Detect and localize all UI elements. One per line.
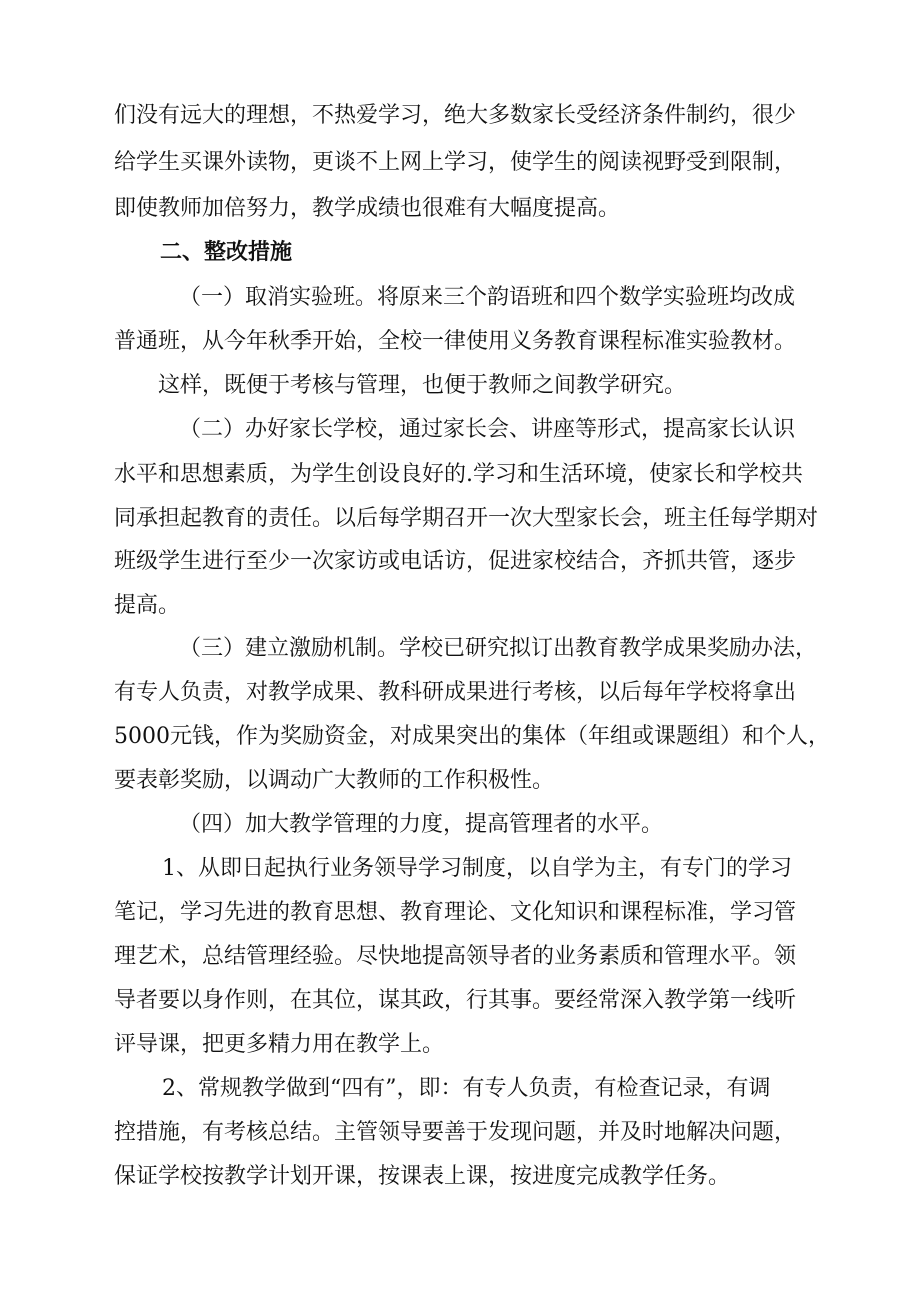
text-line: 评导课，把更多精力用在教学上。 — [114, 1032, 445, 1057]
text-line: 要表彰奖励，以调动广大教师的工作积极性。 — [114, 768, 555, 793]
section-heading: 二、整改措施 — [160, 240, 293, 265]
text-line: 控措施，有考核总结。主管领导要善于发现问题，并及时地解决问题， — [114, 1120, 797, 1145]
text-line: 1、从即日起执行业务领导学习制度，以自学为主，有专门的学习 — [162, 856, 792, 881]
text-line: 提高。 — [114, 593, 181, 618]
text-line: 保证学校按教学计划开课，按课表上课，按进度完成教学任务。 — [114, 1164, 731, 1189]
text-line: 有专人负责，对教学成果、教科研成果进行考核，以后每年学校将拿出 — [114, 680, 797, 705]
text-line: 们没有远大的理想，不热爱学习，绝大多数家长受经济条件制约，很少 — [114, 103, 797, 128]
text-line: （二）办好家长学校，通过家长会、讲座等形式，提高家长认识 — [179, 417, 796, 442]
text-line: 导者要以身作则，在其位，谋其政，行其事。要经常深入教学第一线听 — [114, 988, 797, 1013]
text-line: 2、常规教学做到“四有”，即：有专人负责，有检查记录，有调 — [162, 1076, 771, 1101]
text-line: 班级学生进行至少一次家访或电话访，促进家校结合，齐抓共管，逐步 — [114, 549, 797, 574]
text-line: 即使教师加倍努力，教学成绩也很难有大幅度提高。 — [114, 196, 621, 221]
text-line: （一）取消实验班。将原来三个韵语班和四个数学实验班均改成 — [179, 285, 796, 310]
text-line: 给学生买课外读物，更谈不上网上学习，使学生的阅读视野受到限制， — [114, 150, 797, 175]
text-line: 理艺术，总结管理经验。尽快地提高领导者的业务素质和管理水平。领 — [114, 944, 797, 969]
text-line: （四）加大教学管理的力度，提高管理者的水平。 — [179, 812, 664, 837]
text-line: 普通班，从今年秋季开始，全校一律使用义务教育课程标准实验教材。 — [114, 329, 797, 354]
text-line: 同承担起教育的责任。以后每学期召开一次大型家长会，班主任每学期对 — [114, 506, 819, 531]
text-line: 笔记，学习先进的教育思想、教育理论、文化知识和课程标准，学习管 — [114, 900, 797, 925]
text-line: 5000元钱，作为奖励资金，对成果突出的集体（年组或课题组）和个人， — [114, 724, 830, 749]
text-line: 这样，既便于考核与管理，也便于教师之间教学研究。 — [158, 373, 687, 398]
text-line: （三）建立激励机制。学校已研究拟订出教育教学成果奖励办法， — [179, 636, 818, 661]
text-line: 水平和思想素质，为学生创设良好的.学习和生活环境，使家长和学校共 — [114, 462, 803, 487]
